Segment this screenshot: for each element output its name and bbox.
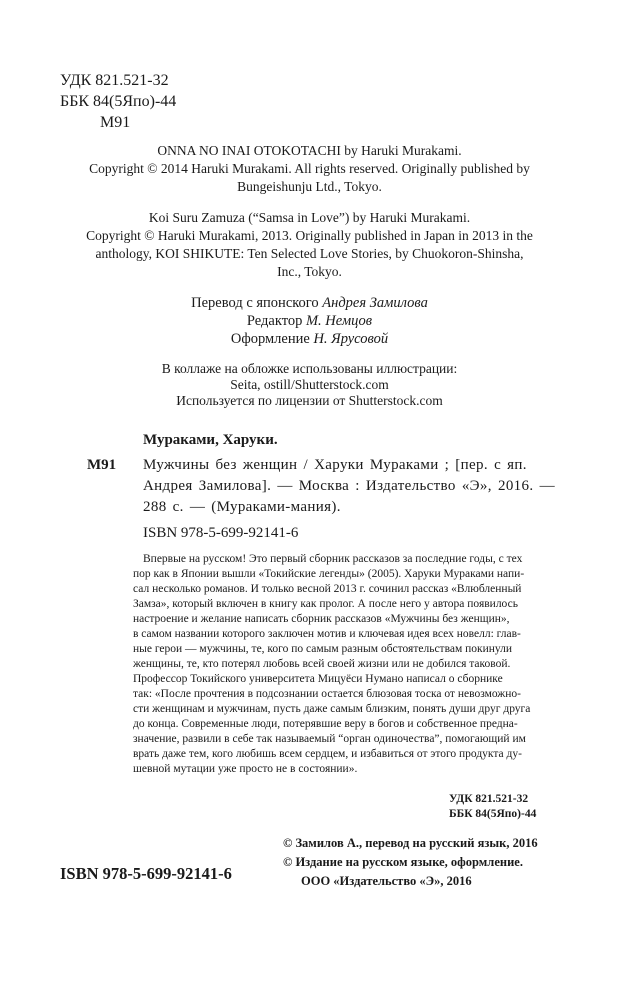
translator-name: Андрея Замилова — [322, 295, 428, 311]
copyright-line: Inc., Tokyo. — [277, 264, 342, 279]
illustrations-line: В коллаже на обложке использованы иллюстрации: — [161, 361, 458, 376]
rights-translation: © Замилов А., перевод на русский язык, 2016 — [283, 836, 538, 850]
design-name: Н. Ярусовой — [313, 331, 389, 347]
author-mark: М91 — [100, 114, 131, 131]
annotation-line: настроение и желание написать сборник рассказов «Мужчины без женщин», — [133, 613, 510, 625]
translator-label: Перевод с японского — [191, 295, 323, 311]
udk-code: УДК 821.521-32 — [60, 72, 169, 89]
design-credit — [0, 332, 619, 347]
catalog-description-line: Мужчины без женщин / Харуки Мураками ; [пер. с яп. — [143, 457, 527, 473]
translator-credit — [0, 296, 619, 311]
copyright-line: Koi Suru Zamuza (“Samsa in Love”) by Haruki Murakami. — [148, 210, 471, 225]
annotation-line: до конца. Современные люди, потерявшие веру в богов и собственное предна- — [133, 718, 518, 730]
annotation-line: врать даже тем, кого любишь всем сердцем, и избавиться от этого продукта ду- — [133, 748, 522, 760]
annotation-line: так: «После прочтения в подсознании остается блюзовая тоска от невозможно- — [133, 688, 521, 700]
isbn-bottom: ISBN 978-5-699-92141-6 — [60, 864, 232, 883]
editor-label: Редактор — [246, 313, 306, 329]
copyright-line: Copyright © 2014 Haruki Murakami. All rights reserved. Originally published by — [89, 161, 530, 176]
copyright-line: ONNA NO INAI OTOKOTACHI by Haruki Murakami. — [157, 143, 462, 158]
annotation-line: сти женщинам и мужчинам, пусть даже самым близким, понять души друг друга — [133, 703, 531, 715]
illustrations-line: Seita, ostill/Shutterstock.com — [230, 377, 389, 392]
udk-code-bottom: УДК 821.521-32 — [449, 793, 529, 805]
annotation-line: Впервые на русском! Это первый сборник рассказов за последние годы, с тех — [143, 553, 523, 565]
catalog-description-line: 288 с. — (Мураками-мания). — [143, 499, 341, 515]
copyright-line: anthology, KOI SHIKUTE: Ten Selected Love Stories, by Chuokoron-Shinsha, — [95, 246, 524, 261]
annotation-line: ные герои — мужчины, те, кого по самым разным обстоятельствам покинули — [133, 643, 513, 655]
annotation-line: значение, развили в себе так называемый “орган одиночества”, помогающий им — [133, 733, 526, 745]
catalog-author: Мураками, Харуки. — [143, 432, 278, 448]
catalog-code: М91 — [87, 457, 117, 473]
annotation-line: женщины, те, кто потерял любовь всей своей жизни или не добился таковой. — [133, 658, 511, 670]
annotation-line: Профессор Токийского университета Мицуёси Нумано написал о сборнике — [133, 673, 503, 685]
rights-publisher: ООО «Издательство «Э», 2016 — [301, 874, 472, 888]
design-label: Оформление — [230, 331, 314, 347]
copyright-line: Bungeishunju Ltd., Tokyo. — [237, 179, 382, 194]
editor-name: М. Немцов — [305, 313, 373, 329]
catalog-description-line: Андрея Замилова]. — Москва : Издательство «Э», 2016. — — [143, 478, 555, 494]
copyright-line: Copyright © Haruki Murakami, 2013. Originally published in Japan in 2013 in the — [86, 228, 533, 243]
bbk-code: ББК 84(5Япо)-44 — [60, 93, 177, 110]
rights-edition: © Издание на русском языке, оформление. — [283, 855, 523, 869]
editor-credit — [0, 314, 619, 329]
bbk-code-bottom: ББК 84(5Япо)-44 — [449, 808, 537, 820]
illustrations-line: Используется по лицензии от Shutterstock.com — [176, 393, 443, 408]
annotation-line: пор как в Японии вышли «Токийские легенды» (2005). Харуки Мураками напи- — [133, 568, 525, 580]
annotation-line: Замза», который включен в книгу как пролог. А после него у автора появилось — [133, 598, 518, 610]
annotation-line: сал несколько романов. И только весной 2013 г. сочинил рассказ «Влюбленный — [133, 583, 522, 595]
catalog-isbn: ISBN 978-5-699-92141-6 — [143, 525, 299, 541]
annotation-line: шевной мутации уже просто не в состоянии». — [133, 763, 358, 775]
annotation-line: в самом названии которого заключен мотив и ключевая идея всех новелл: глав- — [133, 628, 521, 640]
